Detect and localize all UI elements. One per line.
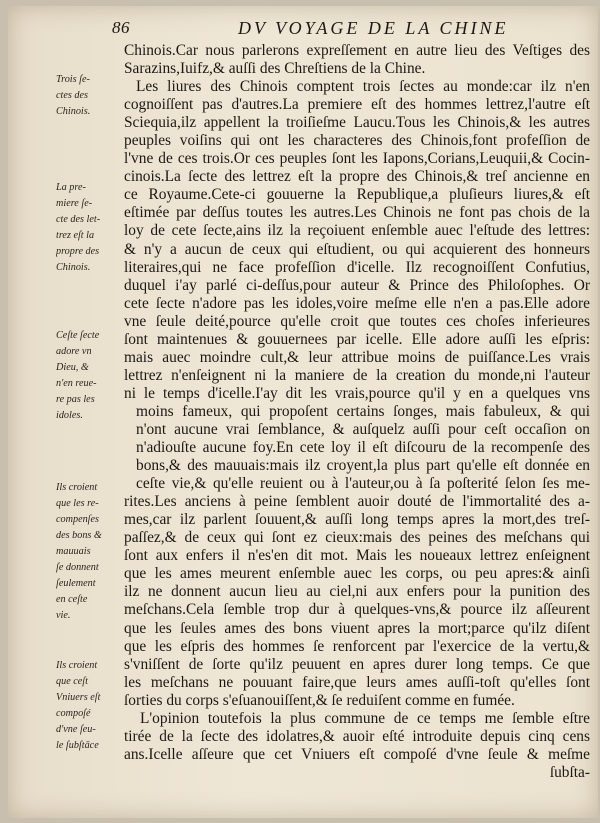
text-line: Sarazins,Iuifz,& auſſi des Chreſtiens de la Chine. bbox=[124, 60, 426, 78]
margin-note-line: n'en reue- bbox=[56, 378, 97, 389]
margin-note-line: compenſes bbox=[56, 514, 99, 525]
text-line: & n'y a aucun de ceux qui eſtudient, ou qui acquierent des honneurs bbox=[124, 240, 590, 258]
text-line: ilz ne donnent aucun lieu au ciel,ni aux enfers pour la punition des bbox=[124, 583, 590, 601]
text-line: mais auec moindre cult,& leur attribue moins de puiſſance.Les vrais bbox=[124, 348, 590, 366]
text-line: ce Royaume.Cete-ci gouuerne la Republique,a pluſieurs liures,& eſt bbox=[124, 186, 590, 204]
text-line: eſtimée par deſſus toutes les autres.Les Chinois ne font pas chois de la bbox=[124, 204, 590, 222]
text-line: n'ont aucune vrai ſemblance, & auſquelz auſſi pour ceſt occaſion on bbox=[136, 420, 590, 438]
text-line: vne ſeule deité,pource qu'elle croit que toutes ces choſes inferieures bbox=[124, 312, 590, 330]
text-line: ſont aux enfers il n'es'en dit mot. Mais les noueaux lettrez enſeignent bbox=[124, 547, 590, 565]
margin-note-line: ctes des bbox=[56, 90, 88, 101]
text-line: cognoiſſent pas d'autres.La premiere eſt des hommes lettrez,l'autre eſt bbox=[124, 96, 590, 114]
text-line: Les liures des Chinois comptent trois ſectes au monde:car ilz n'en bbox=[136, 78, 590, 96]
text-line: paſſez,& de ceux qui ſont ez cieux:mais des peines des meſchans qui bbox=[124, 529, 590, 547]
margin-note-line: que les re- bbox=[56, 498, 99, 509]
book-page bbox=[8, 6, 598, 818]
text-line: peuples voiſins qui ont les characteres des Chinois,font profeſſion de bbox=[124, 132, 590, 150]
text-line: duquel i'ay parlé ci-deſſus,pour auteur & Prince des Philoſophes. Or bbox=[124, 276, 590, 294]
margin-note-line: ſe donnent bbox=[56, 562, 99, 573]
margin-note-line: que ceſt bbox=[56, 676, 88, 687]
text-line: ceſte vie,& qu'elle reuient ou à l'auteur,ou à ſa poſterité ſelon ſes me- bbox=[136, 475, 590, 493]
main-text bbox=[124, 42, 590, 782]
margin-note-line: d'vne ſeu- bbox=[56, 724, 96, 735]
margin-note-line: cte des let- bbox=[56, 214, 101, 225]
text-line: que les ſeules ames des bons viuent apres la mort;parce qu'ilz diſent bbox=[124, 619, 590, 637]
text-line: que les ames meurent enſemble auec les corps, ou peu apres:& ainſi bbox=[124, 565, 590, 583]
text-line: ans.Icelle aſſeure que cet Vniuers eſt compoſé d'vne ſeule & meſme bbox=[124, 745, 590, 763]
text-line: meſchans.Cela ſemble trop dur à quelques-vns,& pource ilz aſſeurent bbox=[124, 601, 590, 619]
margin-note-line: des bons & bbox=[56, 530, 102, 541]
text-line: tirée de la ſecte des idolatres,& auoir eſté introduite depuis cinq cens bbox=[124, 727, 590, 745]
text-line: literaires,qui ne face profeſſion d'icelle. Ilz recognoiſſent Confutius, bbox=[124, 258, 590, 276]
margin-note-line: en ceſte bbox=[56, 594, 88, 605]
margin-note-line: le ſubſtāce bbox=[56, 740, 99, 751]
page-number: 86 bbox=[112, 18, 130, 37]
text-line: s'vniſſent de ſorte qu'ilz peuuent en apres durer long temps. Ce que bbox=[124, 655, 590, 673]
margin-note-line: La pre- bbox=[56, 182, 86, 193]
margin-note-line: adore vn bbox=[56, 346, 92, 357]
margin-note-line: Trois ſe- bbox=[56, 74, 90, 85]
margin-note-line: Ils croient bbox=[56, 482, 98, 493]
text-line: ni le temps d'icelle.I'ay dit les vrais,pource qu'il y en a quelques vns bbox=[124, 384, 590, 402]
running-title: DV VOYAGE DE LA CHINE bbox=[238, 18, 509, 38]
margin-note-line: mauuais bbox=[56, 546, 91, 557]
text-line: rites.Les anciens à peine ſemblent auoir douté de l'immortalité des a- bbox=[124, 493, 590, 511]
margin-note-line: Dieu, & bbox=[56, 362, 89, 373]
margin-note-line: Ceſte ſecte bbox=[56, 330, 100, 341]
text-line: mes,car ilz parlent ſouuent,& auſſi long temps apres la mort,des treſ- bbox=[124, 511, 590, 529]
text-line: loy de cete ſecte,ains ilz la reçoiuent enſemble auec l'eſtude des lettres: bbox=[124, 222, 590, 240]
text-line: ſorties du corps s'eſuanouiſſent,& ſe reduiſent comme en fumée. bbox=[124, 691, 515, 709]
text-line: bons,& des mauuais:mais ilz croyent,la plus part qu'elle eſt donnée en bbox=[136, 457, 590, 475]
text-line: Sciequia,ilz appellent la troiſieſme Laucu.Tous les Chinois,& les autres bbox=[124, 114, 590, 132]
margin-note-line: Chinois. bbox=[56, 106, 91, 117]
text-line: les meſchans ne pouuant faire,que leurs ames auſſi-toſt qu'elles ſont bbox=[124, 673, 590, 691]
margin-note-line: trez eſt la bbox=[56, 230, 95, 241]
text-line: ſont maintenues & gouuernees par icelle. Elle adore auſſi les eſpris: bbox=[124, 330, 590, 348]
margin-note-line: compoſé bbox=[56, 708, 91, 719]
text-line: lettrez n'enſeignent ni la maniere de la creation du monde,ni l'auteur bbox=[124, 366, 590, 384]
margin-note-line: propre des bbox=[56, 246, 100, 257]
text-line: n'adiouſte aucune foy.En cete loy il eſt diſcouru de la recompenſe des bbox=[136, 439, 590, 457]
margin-note-line: Ils croient bbox=[56, 660, 98, 671]
text-line: l'vne de ces trois.Or ces peuples ſont les Iapons,Corians,Leuquii,& Cocin- bbox=[124, 150, 590, 168]
page-header bbox=[8, 18, 598, 44]
text-line: que les eſpris des hommes ſe renforcent par l'exercice de la vertu,& bbox=[124, 637, 590, 655]
margin-note-line: vie. bbox=[56, 610, 71, 621]
text-line: Chinois.Car nous parlerons expreſſement en autre lieu des Veſtiges des bbox=[124, 42, 590, 59]
text-line: cinois.La ſecte des lettrez eſt la propre des Chinois,& treſ ancienne en bbox=[124, 168, 590, 186]
text-line: moins fameux, qui propoſent certains ſonges, mais fabuleux, & qui bbox=[136, 402, 590, 420]
margin-note-line: Chinois. bbox=[56, 262, 91, 273]
margin-note-line: miere ſe- bbox=[56, 198, 93, 209]
text-line: cete ſecte n'adore pas les idoles,voire meſme elle n'en a pas.Elle adore bbox=[124, 294, 590, 312]
margin-note-line: re pas les bbox=[56, 394, 95, 405]
text-line: L'opinion toutefois la plus commune de ce temps me ſemble eſtre bbox=[140, 709, 590, 727]
margin-note-line: idoles. bbox=[56, 410, 83, 421]
catchword: ſubſta- bbox=[549, 763, 590, 781]
margin-note-line: Vniuers eſt bbox=[56, 692, 101, 703]
margin-note-line: ſeulement bbox=[56, 578, 96, 589]
